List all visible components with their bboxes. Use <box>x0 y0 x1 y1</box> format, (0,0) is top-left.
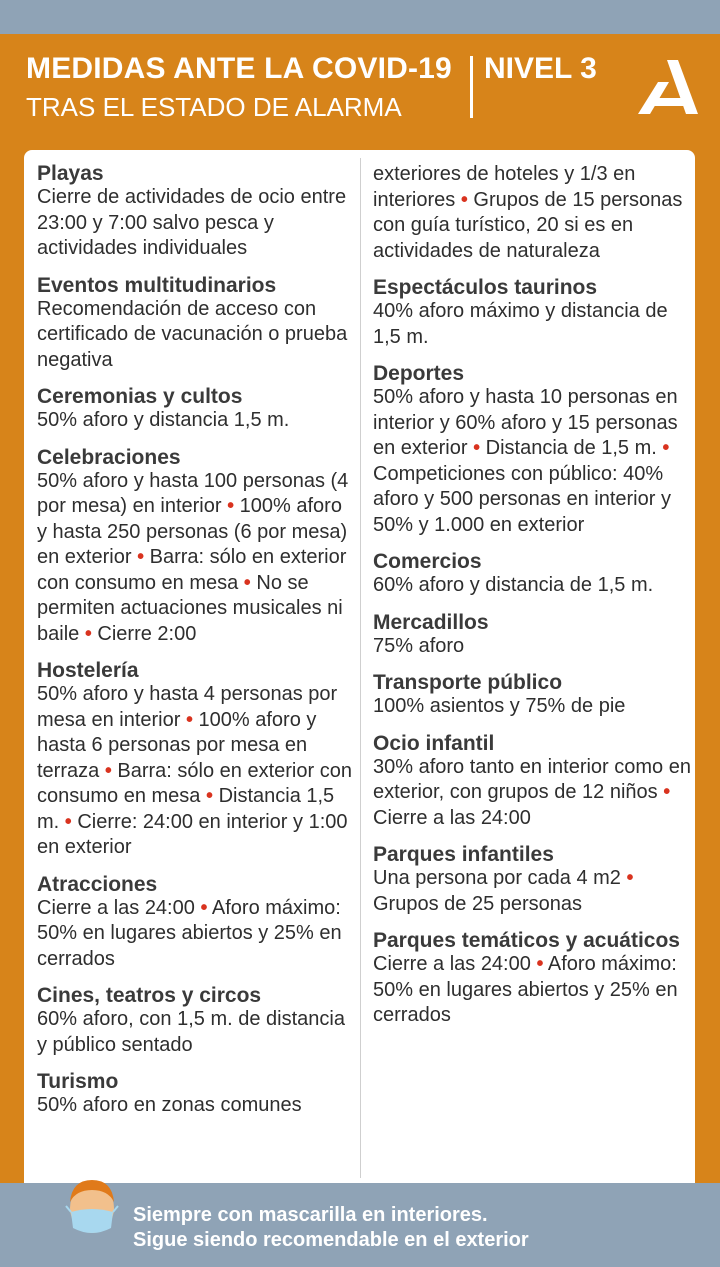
bullet-separator: • <box>84 622 92 645</box>
measure-section <box>373 671 693 720</box>
section-text: Recomendación de acceso con certificado de vacunación o prueba negativa <box>37 297 348 371</box>
top-bar <box>0 0 720 34</box>
section-text: 30% aforo tanto en interior como en exterior, con grupos de 12 niños • Cierre a las 24:00 <box>373 755 691 829</box>
page-subtitle: TRAS EL ESTADO DE ALARMA <box>26 92 402 122</box>
section-title: Hostelería <box>37 659 139 682</box>
footer-line-1: Siempre con mascarilla en interiores. <box>133 1204 488 1226</box>
measure-section <box>373 732 693 832</box>
left-column <box>37 162 357 1131</box>
measure-section <box>37 1070 357 1119</box>
bullet-separator: • <box>64 810 72 833</box>
section-text: Cierre a las 24:00 • Aforo máximo: 50% en lugares abiertos y 25% en cerrados <box>37 896 342 970</box>
measure-section <box>37 446 357 648</box>
section-text: 50% aforo y hasta 100 personas (4 por mesa) en interior • 100% aforo y hasta 250 personas (6 por mesa) en exterior • Barra: sólo en exterior con consumo en mesa • No se permiten actuaciones musicales ni baile • Cierre 2:00 <box>37 469 349 645</box>
measures-card <box>24 150 695 1183</box>
section-title: Parques temáticos y acuáticos <box>373 929 680 952</box>
bullet-separator: • <box>227 495 235 517</box>
section-title: Transporte público <box>373 671 563 694</box>
andalucia-logo-icon <box>636 58 698 116</box>
bullet-separator: • <box>200 896 208 919</box>
section-text: 60% aforo y distancia de 1,5 m. <box>373 574 654 596</box>
measure-section <box>37 659 357 861</box>
section-text: exteriores de hoteles y 1/3 en interiores • Grupos de 15 personas con guía turístico, 20 si es en actividades de naturaleza <box>373 163 683 262</box>
section-text: 50% aforo y hasta 10 personas en interior y 60% aforo y 15 personas en exterior • Distancia de 1,5 m. • Competiciones con público: 40% aforo y 500 personas en interior y 50% y 1.000 en exterior <box>373 386 678 536</box>
bullet-separator: • <box>243 571 251 594</box>
section-text: Una persona por cada 4 m2 • Grupos de 25 personas <box>373 867 634 915</box>
measure-section <box>373 929 693 1029</box>
page-title: MEDIDAS ANTE LA COVID-19 <box>26 52 452 85</box>
bullet-separator: • <box>663 781 671 803</box>
measure-section <box>37 274 357 374</box>
title-divider <box>470 56 473 118</box>
measure-section <box>373 276 693 350</box>
section-title: Comercios <box>373 550 482 573</box>
footer-message <box>133 1203 529 1253</box>
bullet-separator: • <box>185 708 193 731</box>
measure-section <box>37 162 357 262</box>
right-column <box>373 162 693 1041</box>
bullet-separator: • <box>662 437 670 459</box>
bullet-separator: • <box>460 188 468 211</box>
section-text: 50% aforo en zonas comunes <box>37 1094 302 1116</box>
measure-section <box>373 162 693 264</box>
section-title: Playas <box>37 162 104 185</box>
section-title: Espectáculos taurinos <box>373 276 598 299</box>
measure-section <box>37 385 357 434</box>
section-title: Ocio infantil <box>373 731 495 755</box>
section-text: 50% aforo y distancia 1,5 m. <box>37 409 290 431</box>
measure-section <box>37 984 357 1058</box>
section-title: Celebraciones <box>37 445 181 469</box>
bullet-separator: • <box>205 785 213 807</box>
section-title: Mercadillos <box>373 610 489 634</box>
measure-section <box>373 843 693 917</box>
section-title: Cines, teatros y circos <box>37 984 262 1007</box>
measure-section <box>37 873 357 973</box>
section-text: Cierre a las 24:00 • Aforo máximo: 50% en lugares abiertos y 25% en cerrados <box>373 953 678 1026</box>
section-text: 100% asientos y 75% de pie <box>373 695 626 717</box>
bullet-separator: • <box>626 867 634 889</box>
bullet-separator: • <box>536 953 544 975</box>
masked-person-icon <box>64 1176 120 1238</box>
section-text: 60% aforo, con 1,5 m. de distancia y público sentado <box>37 1008 345 1056</box>
section-text: Cierre de actividades de ocio entre 23:00 y 7:00 salvo pesca y actividades individuales <box>37 186 347 259</box>
section-title: Eventos multitudinarios <box>37 273 277 297</box>
section-title: Ceremonias y cultos <box>37 385 243 408</box>
bullet-separator: • <box>473 437 481 459</box>
section-title: Deportes <box>373 362 465 385</box>
section-text: 75% aforo <box>373 634 465 657</box>
section-title: Parques infantiles <box>373 843 554 866</box>
level-label: NIVEL 3 <box>484 52 597 85</box>
section-title: Turismo <box>37 1070 119 1093</box>
section-text: 40% aforo máximo y distancia de 1,5 m. <box>373 300 668 348</box>
footer-line-2: Sigue siendo recomendable en el exterior <box>133 1229 529 1251</box>
bullet-separator: • <box>104 759 112 782</box>
measure-section <box>373 611 693 660</box>
bullet-separator: • <box>137 546 145 568</box>
section-text: 50% aforo y hasta 4 personas por mesa en interior • 100% aforo y hasta 6 personas por mesa en terraza • Barra: sólo en exterior con consumo en mesa • Distancia 1,5 m. • Cierre: 24:00 en interior y 1:00 en exterior <box>37 683 352 858</box>
measure-section <box>373 362 693 538</box>
measure-section <box>373 550 693 599</box>
column-divider <box>360 158 361 1178</box>
section-title: Atracciones <box>37 872 158 896</box>
